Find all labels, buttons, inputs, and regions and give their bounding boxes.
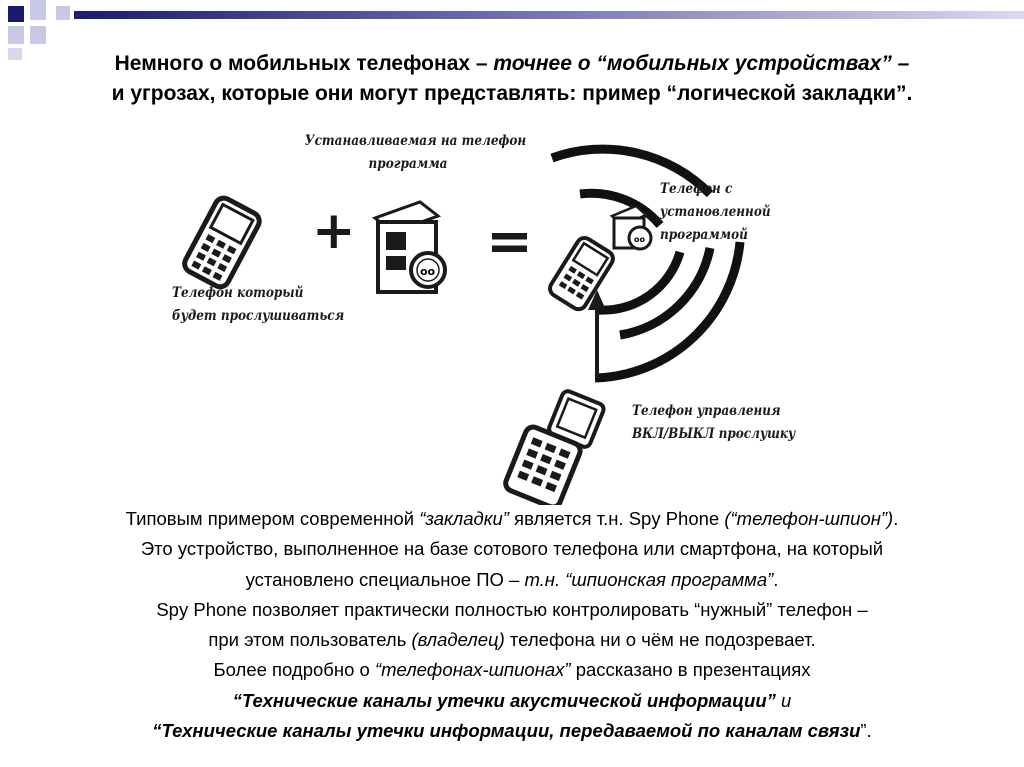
body-line: установлено специальное ПО – т.н. “шпионская программа”. bbox=[245, 568, 779, 590]
title-line1-a: Немного о мобильных телефонах – bbox=[114, 52, 494, 75]
body-line: Более подробно о “телефонах-шпионах” рассказано в презентациях bbox=[213, 659, 811, 681]
control-phone-icon bbox=[503, 382, 605, 505]
slide-title bbox=[30, 49, 994, 109]
decor-square bbox=[30, 26, 46, 44]
program-label: Устанавливаемая на телефон программа bbox=[304, 133, 527, 172]
decor-square bbox=[8, 26, 24, 44]
decor-square bbox=[8, 6, 24, 22]
title-bar-decoration bbox=[74, 11, 1024, 19]
program-box-icon bbox=[375, 202, 445, 292]
body-line: Spy Phone позволяет практически полностью контролировать “нужный” телефон – bbox=[156, 598, 868, 620]
decor-square bbox=[30, 0, 46, 20]
svg-text:oo: oo bbox=[420, 265, 436, 278]
presentation-reference-acoustic: “Технические каналы утечки акустической информации” bbox=[232, 689, 776, 711]
decor-square bbox=[8, 48, 22, 60]
body-text bbox=[20, 504, 1004, 746]
plus-sign: + bbox=[312, 201, 356, 261]
target-phone-icon bbox=[182, 195, 263, 290]
infected-phone-label: Телефон с установленной программой bbox=[660, 181, 771, 243]
control-phone-label: Телефон управления ВКЛ/ВЫКЛ прослушку bbox=[632, 403, 796, 442]
body-line: “Технические каналы утечки акустической информации” и bbox=[232, 689, 792, 711]
title-line1-b: точнее о “мобильных устройствах” – bbox=[493, 52, 910, 75]
target-phone-label: Телефон который будет прослушиваться bbox=[172, 285, 345, 324]
body-line: “Технические каналы утечки информации, передаваемой по каналам связи”. bbox=[152, 720, 872, 742]
body-line: Это устройство, выполненное на базе сотового телефона или смартфона, на который bbox=[140, 538, 884, 560]
decor-square bbox=[56, 6, 70, 20]
arrow-up-icon bbox=[588, 290, 606, 378]
body-line: при этом пользователь (владелец) телефона ни о чём не подозревает. bbox=[208, 629, 816, 651]
svg-text:oo: oo bbox=[634, 235, 645, 244]
equals-sign: = bbox=[486, 209, 533, 274]
infected-phone-icon bbox=[547, 235, 616, 312]
body-line: Типовым примером современной “закладки” является т.н. Spy Phone (“телефон-шпион”). bbox=[125, 508, 899, 529]
title-line2: и угрозах, которые они могут представлять: пример “логической закладки”. bbox=[111, 82, 913, 105]
presentation-reference-channels: “Технические каналы утечки информации, передаваемой по каналам связи bbox=[152, 720, 861, 742]
spy-phone-diagram bbox=[150, 120, 850, 505]
